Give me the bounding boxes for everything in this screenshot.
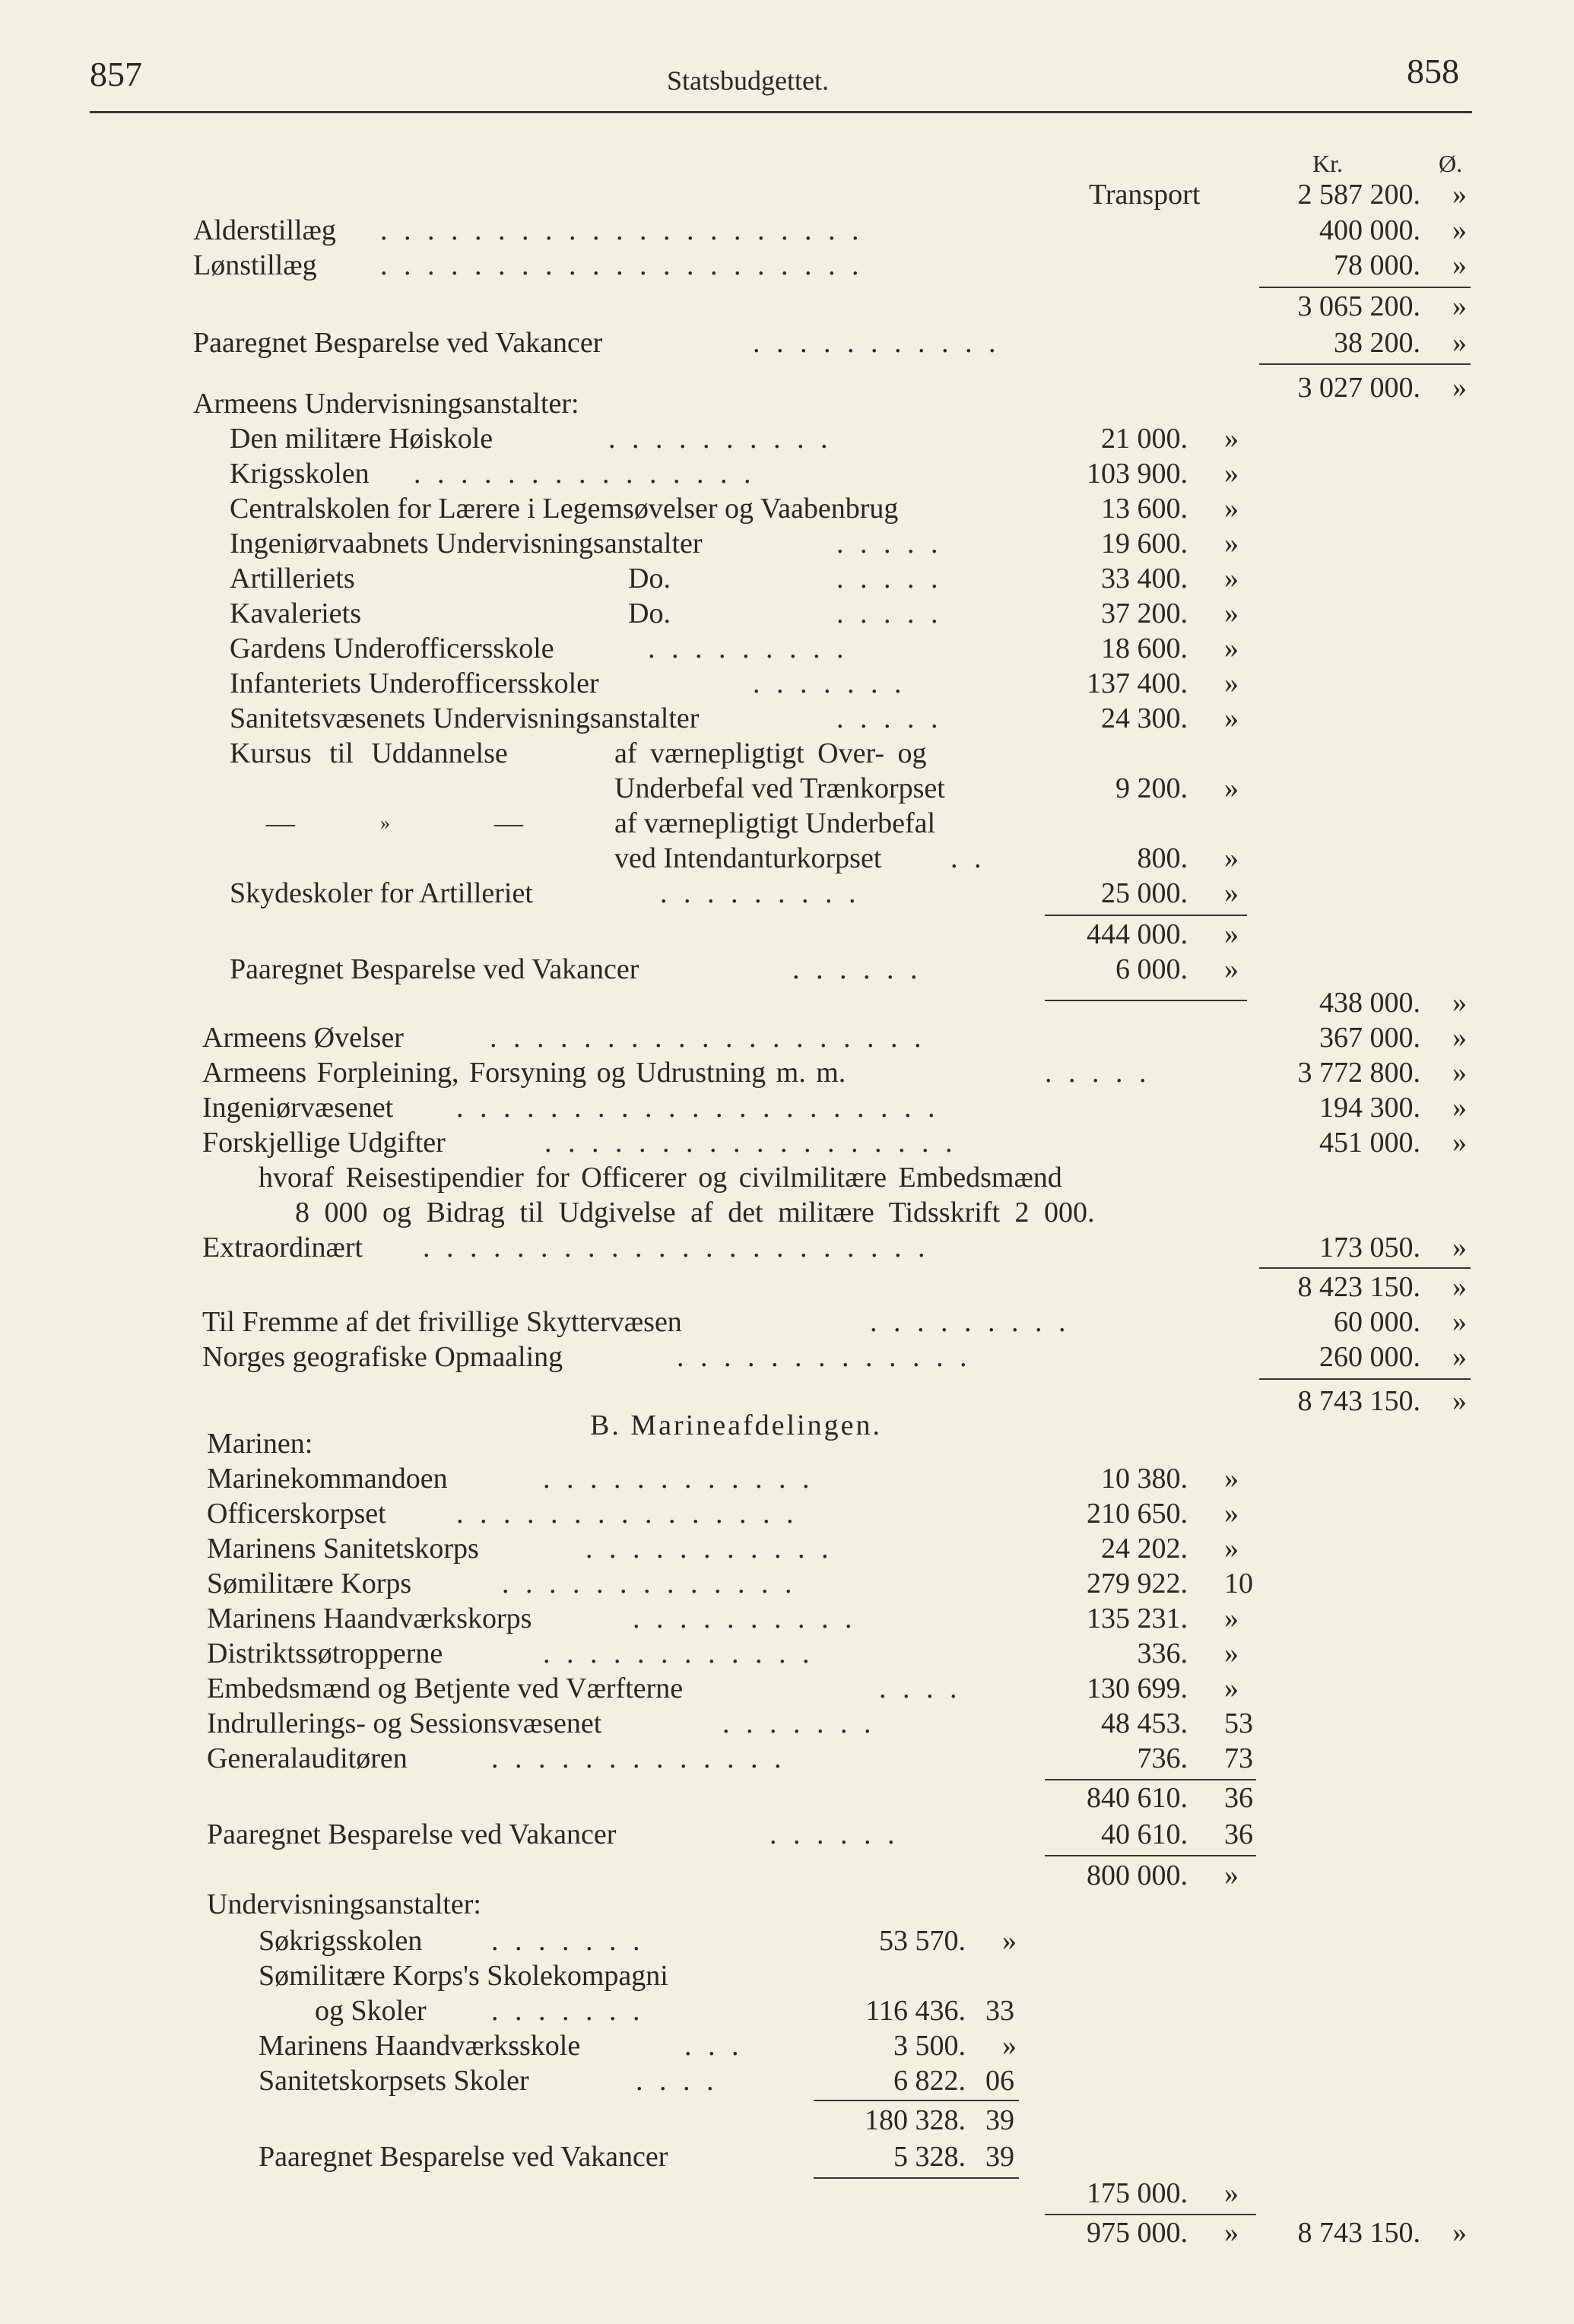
leader-dots: . .	[950, 842, 986, 874]
marine-schools-sum-kr: 180 328.	[865, 2104, 966, 2136]
column-head-ore: Ø.	[1439, 150, 1463, 177]
marine-item-kr: 336.	[1137, 1638, 1188, 1669]
ingeniorvaesenet-label: Ingeniørvæsenet	[202, 1092, 394, 1124]
marine-section-title: B. Marineafdelingen.	[590, 1409, 882, 1441]
transport-kr: 2 587 200.	[1297, 179, 1420, 211]
marine-item-kr: 279 922.	[1087, 1568, 1188, 1600]
extraordinaert-ore: »	[1452, 1232, 1467, 1263]
army-sum2-ore: »	[1452, 372, 1467, 404]
skolekompagni-kr: 116 436.	[865, 1995, 966, 2027]
skydeskoler-ore: »	[1224, 877, 1239, 909]
skolekompagni-label: Sømilitære Korps's Skolekompagni	[259, 1960, 668, 1992]
leader-dots: . . . . . . . . . . . . . . .	[456, 1498, 798, 1530]
marine-item-ore: »	[1224, 1638, 1239, 1669]
marine-item-ore: »	[1224, 1463, 1239, 1495]
opmaaling-label: Norges geografiske Opmaaling	[202, 1341, 563, 1373]
marine-vakancer-label: Paaregnet Besparelse ved Vakancer	[207, 1818, 617, 1850]
carried-total-kr: 8 743 150.	[1297, 2217, 1420, 2249]
leader-dots: . . . . . . . . . . . .	[543, 1463, 814, 1495]
skolekompagni-ore: 33	[985, 1995, 1014, 2027]
leader-dots: . . . . . . . . . . . . . . . . . . . . .	[380, 214, 864, 246]
marine-total-ore: »	[1224, 2217, 1239, 2249]
marine-item-kr: 24 202.	[1101, 1533, 1188, 1565]
ovelser-label: Armeens Øvelser	[202, 1022, 404, 1054]
school-label: Den militære Høiskole	[230, 423, 493, 455]
kursus-line2: Underbefal ved Trænkorpset	[614, 772, 945, 804]
marine-item-ore: 10	[1224, 1568, 1253, 1600]
marine-item-label: Generalauditøren	[207, 1742, 408, 1774]
haandvaerksskole-ore: »	[1002, 2030, 1017, 2062]
school-ore: »	[1224, 702, 1239, 734]
alderstillaeg-ore: »	[1452, 214, 1467, 246]
schools-vakancer-ore: »	[1224, 953, 1239, 985]
school-kr: 33 400.	[1101, 563, 1188, 594]
marine-item-label: Marinekommandoen	[207, 1463, 448, 1495]
forskjellige-label: Forskjellige Udgifter	[202, 1127, 446, 1159]
extraordinaert-label: Extraordinært	[202, 1232, 363, 1263]
leader-dots: . . . . . . . . . . .	[585, 1533, 833, 1565]
marine-net1-ore: »	[1224, 1860, 1239, 1891]
leader-dots: . . . . . . . . . . .	[753, 327, 1001, 359]
school-kr: 37 200.	[1101, 598, 1188, 629]
vakancer-kr: 38 200.	[1334, 327, 1420, 359]
leader-dots: . . . . . . .	[491, 1925, 645, 1957]
leader-dots: . . . . . . . . .	[648, 633, 849, 664]
leader-dots: . . . . .	[836, 563, 943, 594]
leader-dots: . . . . .	[836, 702, 943, 734]
extraordinaert-kr: 173 050.	[1319, 1232, 1420, 1263]
schools-heading: Armeens Undervisningsanstalter:	[193, 388, 579, 420]
marine-item-label: Sømilitære Korps	[207, 1568, 412, 1600]
school-kr: 21 000.	[1101, 423, 1188, 455]
alderstillaeg-label: Alderstillæg	[193, 214, 336, 246]
kursus-line2-kr: 9 200.	[1115, 772, 1188, 804]
sum-rule	[1259, 1378, 1471, 1380]
school-label: Gardens Underofficersskole	[230, 633, 554, 664]
leader-dots: . . . . . . .	[722, 1707, 876, 1739]
army-sum3-kr: 8 423 150.	[1297, 1271, 1420, 1303]
ovelser-kr: 367 000.	[1319, 1022, 1420, 1054]
marine-item-label: Distriktssøtropperne	[207, 1638, 443, 1669]
ditto-dash: —	[266, 807, 295, 839]
sokrigsskolen-label: Søkrigsskolen	[259, 1925, 423, 1957]
marine-item-kr: 135 231.	[1087, 1603, 1188, 1634]
leader-dots: . . . . . . . . . . . . . . . . . . . . .	[456, 1092, 940, 1124]
skydeskoler-label: Skydeskoler for Artilleriet	[230, 877, 533, 909]
school-ore: »	[1224, 493, 1239, 525]
school-ore: »	[1224, 667, 1239, 699]
school-ore: »	[1224, 458, 1239, 490]
leader-dots: . . . . . . . . . . . . . . . . . . . . .	[380, 249, 864, 281]
marine-item-label: Indrullerings- og Sessionsvæsenet	[207, 1707, 602, 1739]
schools-sum-ore: »	[1224, 918, 1239, 950]
haandvaerksskole-label: Marinens Haandværksskole	[259, 2030, 581, 2062]
forpleining-ore: »	[1452, 1057, 1467, 1089]
sum-rule	[1045, 1855, 1256, 1856]
skyttervaesen-label: Til Fremme af det frivillige Skyttervæsen	[202, 1306, 682, 1338]
leader-dots: . . . . . . . . .	[870, 1306, 1071, 1338]
marine-item-ore: »	[1224, 1533, 1239, 1565]
lonstillaeg-label: Lønstillæg	[193, 249, 317, 281]
marine-heading: Marinen:	[207, 1428, 313, 1460]
hvoraf-note: 8 000 og Bidrag til Udgivelse af det militære Tidsskrift 2 000.	[295, 1197, 1095, 1229]
leader-dots: . . . . . . . . .	[660, 877, 861, 909]
school-kr: 13 600.	[1101, 493, 1188, 525]
kursus-line2-ore: »	[1224, 772, 1239, 804]
marine-item-ore: »	[1224, 1498, 1239, 1530]
skyttervaesen-kr: 60 000.	[1334, 1306, 1420, 1338]
opmaaling-kr: 260 000.	[1319, 1341, 1420, 1373]
marine-item-kr: 10 380.	[1101, 1463, 1188, 1495]
hvoraf-note: hvoraf Reisestipendier for Officerer og civilmilitære Embedsmænd	[259, 1162, 1062, 1194]
schools-vakancer-kr: 6 000.	[1115, 953, 1188, 985]
page-number-right: 858	[1407, 52, 1459, 90]
leader-dots: . . . . . .	[770, 1818, 900, 1850]
marine-item-kr: 48 453.	[1101, 1707, 1188, 1739]
marine-schools-vakancer-ore: 39	[985, 2141, 1014, 2173]
ovelser-ore: »	[1452, 1022, 1467, 1054]
marine-item-label: Marinens Sanitetskorps	[207, 1533, 479, 1565]
lonstillaeg-ore: »	[1452, 249, 1467, 281]
marine-schools-net-ore: »	[1224, 2177, 1239, 2209]
leader-dots: . . . . . . . . . . . . . . . . . . .	[490, 1022, 926, 1054]
school-kr: 137 400.	[1087, 667, 1188, 699]
marine-total-kr: 975 000.	[1087, 2217, 1188, 2249]
kursus-line4: ved Intendanturkorpset	[614, 842, 882, 874]
skolekompagni-label-2: og Skoler	[315, 1995, 427, 2027]
leader-dots: . . . . . . . . . . . . .	[677, 1341, 972, 1373]
sum-rule	[1259, 287, 1471, 288]
school-kr: 24 300.	[1101, 702, 1188, 734]
leader-dots: . . . . . .	[792, 953, 922, 985]
marine-net1-kr: 800 000.	[1087, 1860, 1188, 1891]
ingeniorvaesenet-ore: »	[1452, 1092, 1467, 1124]
kursus-line3b: af værnepligtigt Underbefal	[614, 807, 936, 839]
school-kr: 18 600.	[1101, 633, 1188, 664]
kursus-line4-kr: 800.	[1137, 842, 1188, 874]
leader-dots: . . . . . . . . . .	[633, 1603, 857, 1634]
sum-rule	[1045, 915, 1247, 916]
marine-sum1-kr: 840 610.	[1087, 1782, 1188, 1814]
leader-dots: . . . . . . . . . . . . . . .	[414, 458, 756, 490]
school-label: Krigsskolen	[230, 458, 370, 490]
school-label: Sanitetsvæsenets Undervisningsanstalter	[230, 702, 700, 734]
alderstillaeg-kr: 400 000.	[1319, 214, 1420, 246]
leader-dots: . . . . . . . . . . . . .	[502, 1568, 797, 1600]
ditto-mark: Do.	[628, 598, 671, 629]
header-rule	[90, 111, 1472, 113]
ditto-mark: Do.	[628, 563, 671, 594]
leader-dots: . . .	[684, 2030, 744, 2062]
marine-item-kr: 130 699.	[1087, 1672, 1188, 1704]
army-total-kr: 8 743 150.	[1297, 1385, 1420, 1417]
sanitetsskoler-kr: 6 822.	[893, 2065, 966, 2097]
school-ore: »	[1224, 563, 1239, 594]
marine-schools-vakancer-kr: 5 328.	[893, 2141, 966, 2173]
school-ore: »	[1224, 633, 1239, 664]
skyttervaesen-ore: »	[1452, 1306, 1467, 1338]
opmaaling-ore: »	[1452, 1341, 1467, 1373]
schools-net-ore: »	[1452, 987, 1467, 1019]
forpleining-label: Armeens Forpleining, Forsyning og Udrustning m. m.	[202, 1057, 846, 1089]
marine-item-label: Embedsmænd og Betjente ved Værfterne	[207, 1672, 684, 1704]
marine-schools-heading: Undervisningsanstalter:	[207, 1888, 481, 1920]
army-sum1-kr: 3 065 200.	[1297, 290, 1420, 322]
marine-item-ore: 53	[1224, 1707, 1253, 1739]
vakancer-label: Paaregnet Besparelse ved Vakancer	[193, 327, 603, 359]
page-number-left: 857	[90, 55, 142, 94]
school-label: Centralskolen for Lærere i Legemsøvelser og Vaabenbrug	[230, 493, 899, 525]
sokrigsskolen-kr: 53 570.	[879, 1925, 966, 1957]
marine-item-ore: »	[1224, 1672, 1239, 1704]
ditto-mark: »	[380, 812, 390, 834]
leader-dots: . . . . . . . . . . . . . . . . . . . . . .	[423, 1232, 930, 1263]
kursus-line1a: Kursus til Uddannelse	[230, 737, 508, 769]
kursus-line1b: af værnepligtigt Over- og	[614, 737, 927, 769]
sum-rule	[1259, 1267, 1471, 1269]
school-label: Infanteriets Underofficersskoler	[230, 667, 599, 699]
sanitetsskoler-ore: 06	[985, 2065, 1014, 2097]
carried-total-ore: »	[1452, 2217, 1467, 2249]
lonstillaeg-kr: 78 000.	[1334, 249, 1420, 281]
army-sum2-kr: 3 027 000.	[1297, 372, 1420, 404]
vakancer-ore: »	[1452, 327, 1467, 359]
leader-dots: . . . .	[636, 2065, 719, 2097]
school-ore: »	[1224, 528, 1239, 560]
school-kr: 103 900.	[1087, 458, 1188, 490]
school-label: Ingeniørvaabnets Undervisningsanstalter	[230, 528, 703, 560]
leader-dots: . . . . . . . . . . . . . . . . . .	[544, 1127, 957, 1159]
sum-rule	[1259, 363, 1471, 365]
school-ore: »	[1224, 423, 1239, 455]
column-head-kr: Kr.	[1312, 150, 1343, 177]
sum-rule	[814, 2100, 1019, 2101]
school-label: Kavaleriets	[230, 598, 362, 629]
ingeniorvaesenet-kr: 194 300.	[1319, 1092, 1420, 1124]
marine-item-kr: 736.	[1137, 1742, 1188, 1774]
transport-ore: »	[1452, 179, 1467, 211]
leader-dots: . . . . . . .	[753, 667, 906, 699]
leader-dots: . . . . .	[836, 598, 943, 629]
marine-schools-vakancer-label: Paaregnet Besparelse ved Vakancer	[259, 2141, 668, 2173]
forpleining-kr: 3 772 800.	[1297, 1057, 1420, 1089]
army-sum3-ore: »	[1452, 1271, 1467, 1303]
sum-rule	[1045, 1000, 1247, 1001]
marine-schools-net-kr: 175 000.	[1087, 2177, 1188, 2209]
school-kr: 19 600.	[1101, 528, 1188, 560]
transport-label: Transport	[1089, 179, 1201, 211]
army-sum1-ore: »	[1452, 290, 1467, 322]
forskjellige-kr: 451 000.	[1319, 1127, 1420, 1159]
marine-vakancer-ore: 36	[1224, 1818, 1253, 1850]
leader-dots: . . . . . . .	[491, 1995, 645, 2027]
leader-dots: . . . . . . . . . . . . .	[491, 1742, 786, 1774]
sum-rule	[814, 2177, 1019, 2179]
marine-schools-sum-ore: 39	[985, 2104, 1014, 2136]
leader-dots: . . . . . . . . . . . .	[543, 1638, 814, 1669]
school-ore: »	[1224, 598, 1239, 629]
marine-item-ore: »	[1224, 1603, 1239, 1634]
sanitetsskoler-label: Sanitetskorpsets Skoler	[259, 2065, 529, 2097]
schools-vakancer-label: Paaregnet Besparelse ved Vakancer	[230, 953, 639, 985]
schools-net-kr: 438 000.	[1319, 987, 1420, 1019]
skydeskoler-kr: 25 000.	[1101, 877, 1188, 909]
marine-vakancer-kr: 40 610.	[1101, 1818, 1188, 1850]
leader-dots: . . . .	[879, 1672, 962, 1704]
sokrigsskolen-ore: »	[1002, 1925, 1017, 1957]
leader-dots: . . . . .	[836, 528, 943, 560]
marine-item-ore: 73	[1224, 1742, 1253, 1774]
leader-dots: . . . . .	[1045, 1057, 1151, 1089]
ditto-dash: —	[494, 807, 523, 839]
army-total-ore: »	[1452, 1385, 1467, 1417]
marine-item-kr: 210 650.	[1087, 1498, 1188, 1530]
marine-sum1-ore: 36	[1224, 1782, 1253, 1814]
schools-sum-kr: 444 000.	[1087, 918, 1188, 950]
haandvaerksskole-kr: 3 500.	[893, 2030, 966, 2062]
marine-item-label: Marinens Haandværkskorps	[207, 1603, 532, 1634]
kursus-line4-ore: »	[1224, 842, 1239, 874]
marine-item-label: Officerskorpset	[207, 1498, 386, 1530]
running-title: Statsbudgettet.	[667, 65, 829, 96]
leader-dots: . . . . . . . . . .	[608, 423, 833, 455]
school-label: Artilleriets	[230, 563, 355, 594]
forskjellige-ore: »	[1452, 1127, 1467, 1159]
